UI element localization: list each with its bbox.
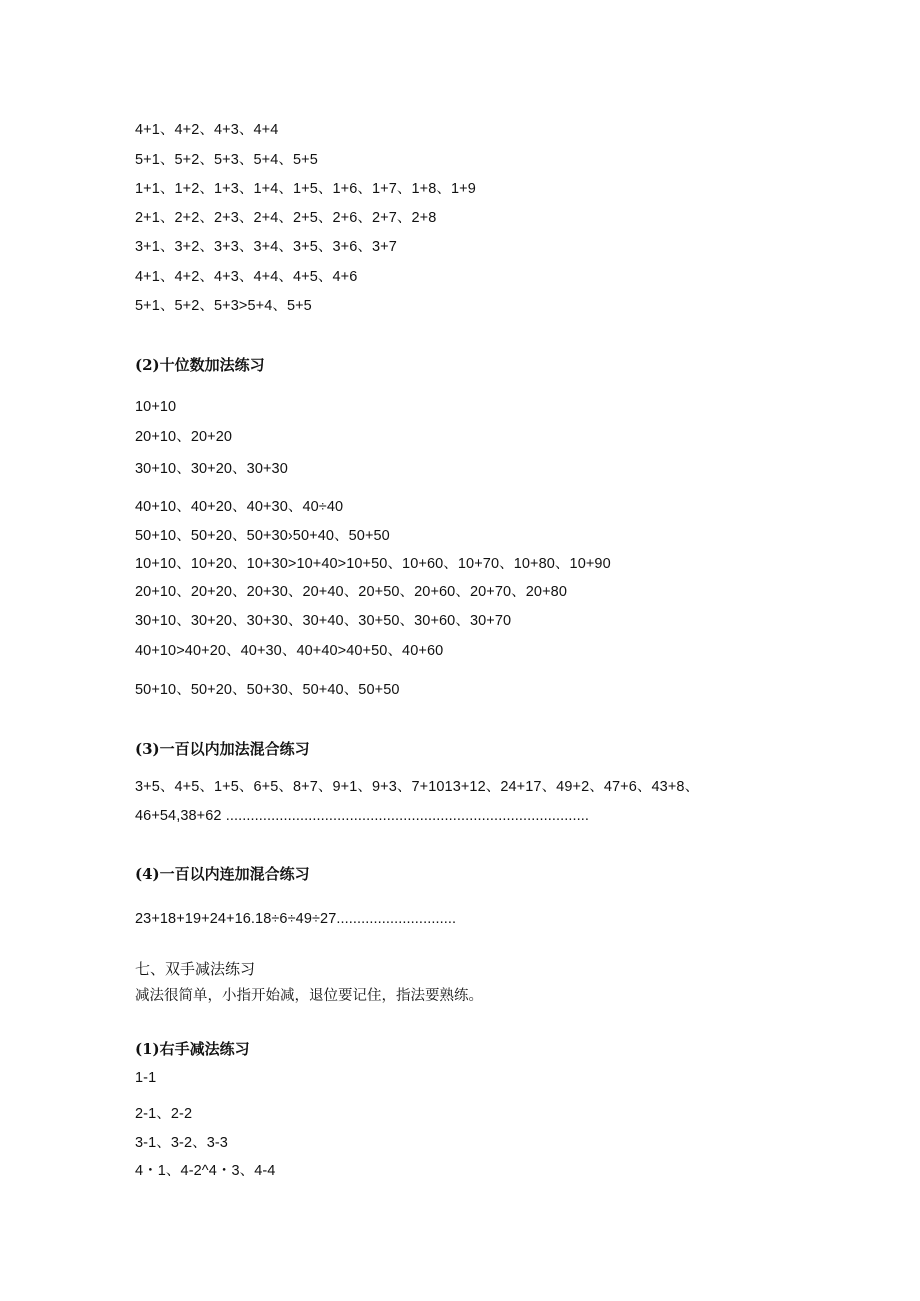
practice-line: 30+10、30+20、30+30、30+40、30+50、30+60、30+70 xyxy=(135,613,512,629)
practice-line: 2+1、2+2、2+3、2+4、2+5、2+6、2+7、2+8 xyxy=(135,210,437,226)
practice-line: 10+10 xyxy=(135,399,177,415)
practice-line: 4・1、4-2^4・3、4-4 xyxy=(135,1163,276,1179)
practice-line: 50+10、50+20、50+30、50+40、50+50 xyxy=(135,682,400,698)
practice-line: 5+1、5+2、5+3>5+4、5+5 xyxy=(135,298,312,314)
section-heading-mixed-addition: (3)一百以内加法混合练习 xyxy=(135,740,310,758)
section-heading-tens-addition: (2)十位数加法练习 xyxy=(135,356,265,374)
practice-line: 1+1、1+2、1+3、1+4、1+5、1+6、1+7、1+8、1+9 xyxy=(135,181,476,197)
practice-line: 20+10、20+20、20+30、20+40、20+50、20+60、20+70、20+80 xyxy=(135,584,567,600)
section-heading-right-hand-subtraction: (1)右手减法练习 xyxy=(135,1040,250,1058)
practice-line: 20+10、20+20 xyxy=(135,429,233,445)
practice-line: 46+54,38+62 ........................................................................................ xyxy=(135,808,590,824)
section-heading-chain-addition: (4)一百以内连加混合练习 xyxy=(135,865,310,883)
practice-line: 23+18+19+24+16.18÷6÷49÷27............................. xyxy=(135,911,457,927)
practice-line: 3+1、3+2、3+3、3+4、3+5、3+6、3+7 xyxy=(135,239,397,255)
practice-line: 50+10、50+20、50+30›50+40、50+50 xyxy=(135,528,390,544)
practice-line: 4+1、4+2、4+3、4+4、4+5、4+6 xyxy=(135,269,358,285)
practice-line: 30+10、30+20、30+30 xyxy=(135,461,288,477)
practice-line: 2-1、2-2 xyxy=(135,1106,193,1122)
subtraction-tip: 减法很简单，小指开始减，退位要记住，指法要熟练。 xyxy=(135,988,483,1004)
practice-line: 10+10、10+20、10+30>10+40>10+50、10+60、10+70、10+80、10+90 xyxy=(135,556,611,572)
section-heading-subtraction: 七、双手减法练习 xyxy=(135,960,256,978)
practice-line: 3-1、3-2、3-3 xyxy=(135,1135,228,1151)
practice-line: 3+5、4+5、1+5、6+5、8+7、9+1、9+3、7+1013+12、24+17、49+2、47+6、43+8、 xyxy=(135,779,700,795)
practice-line: 1-1 xyxy=(135,1070,157,1086)
practice-line: 40+10>40+20、40+30、40+40>40+50、40+60 xyxy=(135,643,444,659)
practice-line: 5+1、5+2、5+3、5+4、5+5 xyxy=(135,152,318,168)
practice-line: 40+10、40+20、40+30、40÷40 xyxy=(135,499,344,515)
practice-line: 4+1、4+2、4+3、4+4 xyxy=(135,122,279,138)
